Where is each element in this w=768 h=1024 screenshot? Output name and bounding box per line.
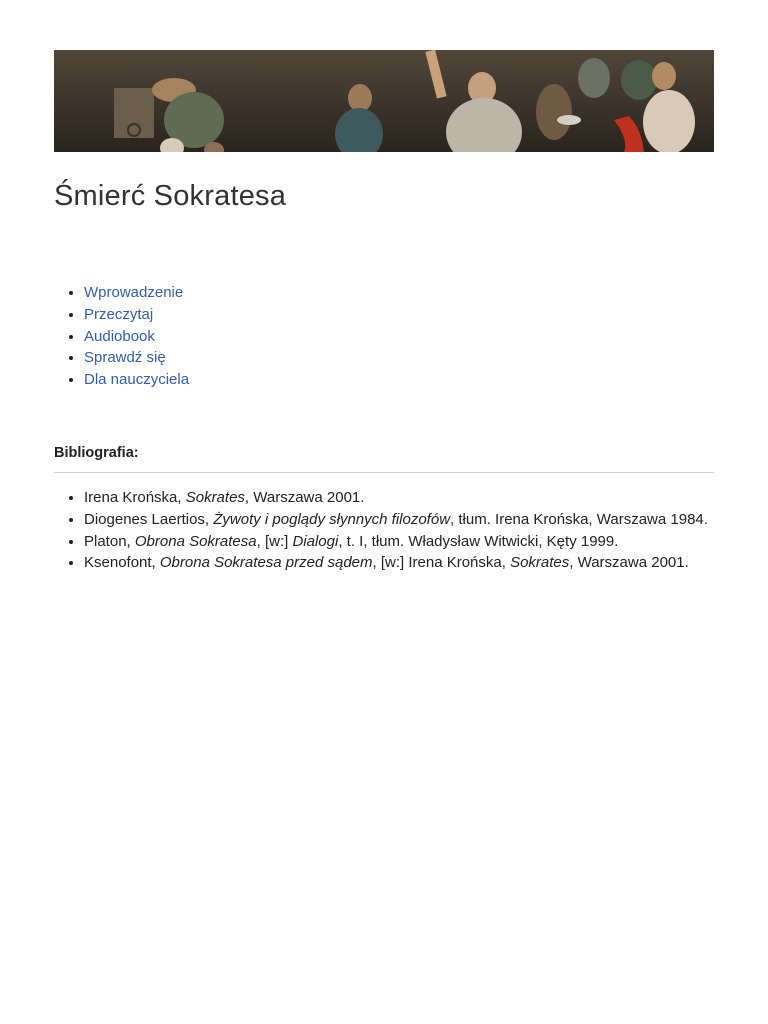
entry-text: , Warszawa 2001. (569, 554, 689, 572)
lesson-navigation (54, 282, 189, 391)
entry-text: , [w:] Irena Krońska, (372, 554, 511, 572)
bibliography-entry (84, 509, 714, 531)
entry-text: Irena Krońska, (84, 489, 186, 506)
entry-text: , t. I, tłum. Władysław Witwicki, Kęty 1999. (338, 532, 619, 550)
entry-title-italic: Obrona Sokratesa przed sądem (159, 554, 373, 572)
nav-link-audiobook[interactable]: Audiobook (84, 327, 155, 345)
bibliography-heading: Bibliografia: (54, 445, 139, 461)
nav-item-wprowadzenie (84, 282, 189, 304)
bibliography-entry (84, 531, 714, 553)
nav-link-sprawdz-sie[interactable]: Sprawdź się (84, 349, 166, 367)
entry-title-italic: Obrona Sokratesa (134, 532, 257, 550)
bibliography-entry (84, 552, 714, 574)
entry-text: Platon, (84, 532, 135, 550)
nav-item-audiobook (84, 326, 189, 348)
nav-item-dla-nauczyciela (84, 369, 189, 391)
painting-illustration (54, 50, 714, 152)
entry-text: , Warszawa 2001. (244, 489, 365, 506)
nav-link-dla-nauczyciela[interactable]: Dla nauczyciela (84, 371, 190, 389)
nav-link-wprowadzenie[interactable]: Wprowadzenie (84, 284, 184, 301)
page-title: Śmierć Sokratesa (54, 180, 287, 212)
entry-text: Diogenes Laertios, (84, 510, 214, 528)
entry-title-italic: Sokrates (510, 554, 570, 572)
bibliography-list (54, 487, 714, 574)
nav-link-przeczytaj[interactable]: Przeczytaj (84, 305, 154, 323)
entry-title-italic: Sokrates (185, 489, 245, 506)
entry-text: , tłum. Irena Krońska, Warszawa 1984. (450, 510, 708, 528)
entry-title-italic: Dialogi (292, 532, 339, 550)
section-divider (54, 472, 714, 473)
entry-text: , [w:] (256, 532, 293, 550)
bibliography-entry (84, 487, 714, 509)
nav-item-sprawdz-sie (84, 347, 189, 369)
nav-item-przeczytaj (84, 304, 189, 326)
entry-text: Ksenofont, (84, 554, 160, 572)
entry-title-italic: Żywoty i poglądy słynnych filozofów (213, 510, 451, 528)
header-banner-painting (54, 50, 714, 152)
